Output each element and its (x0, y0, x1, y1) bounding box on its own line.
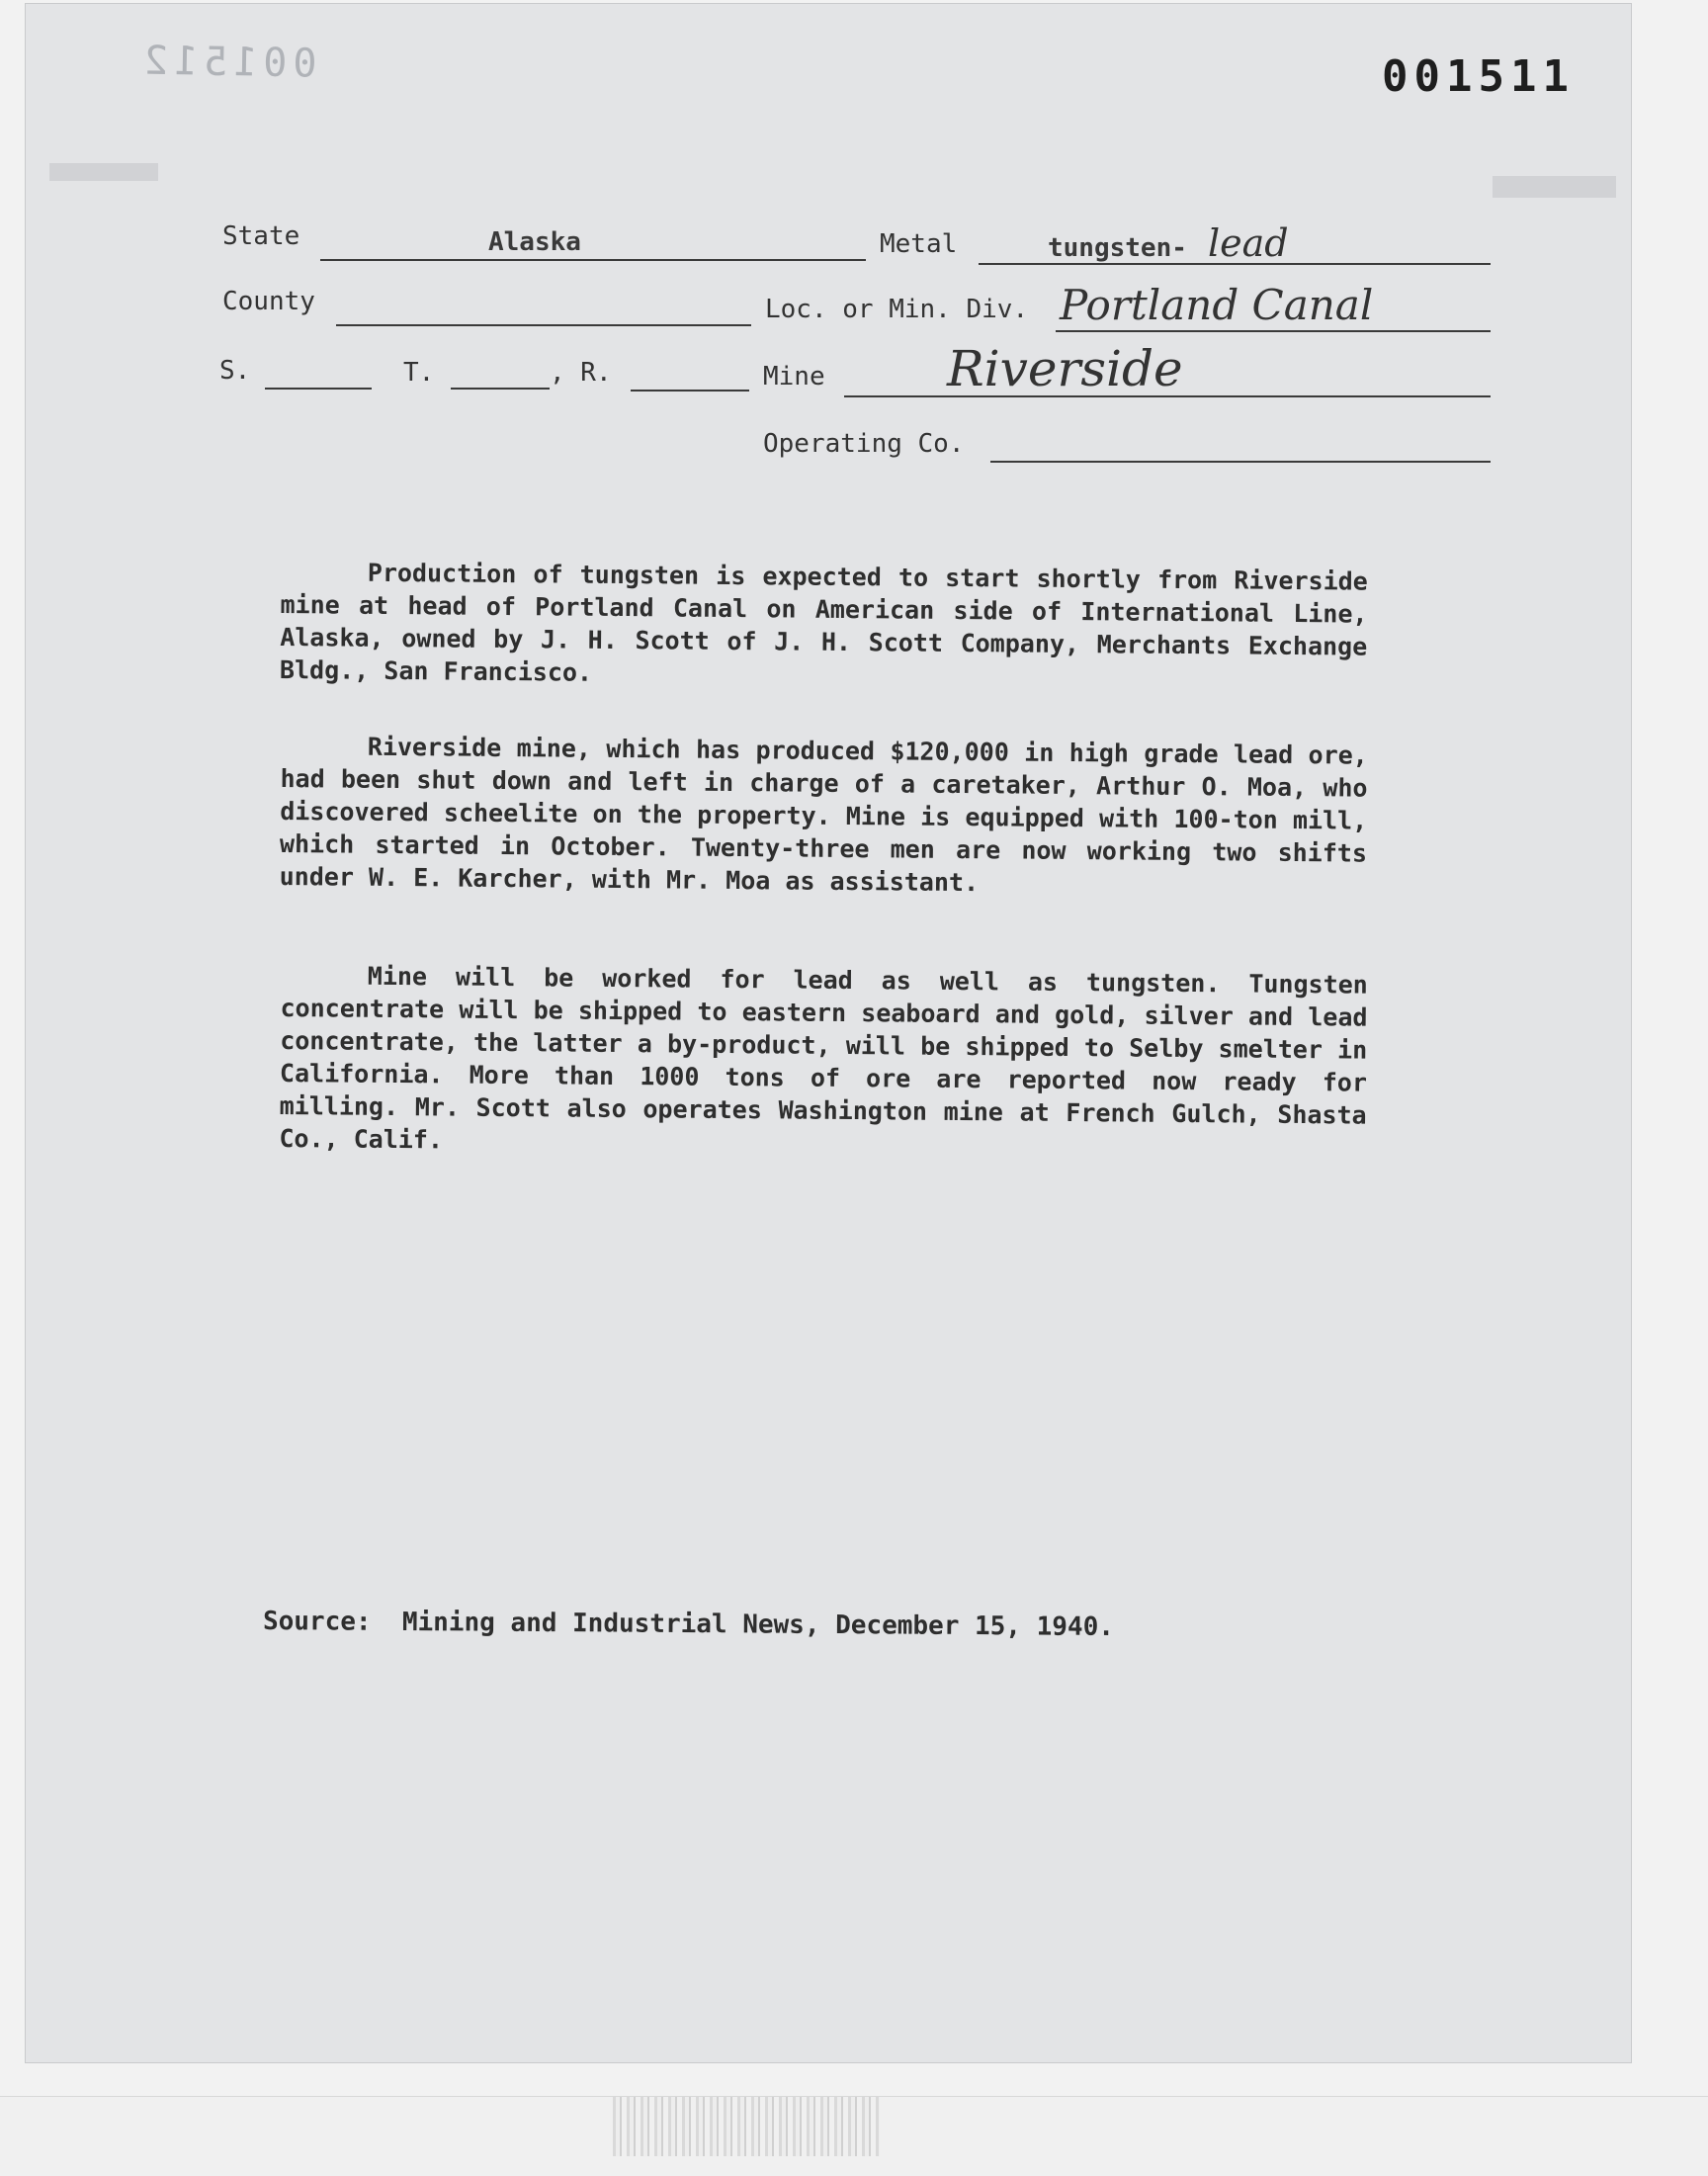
loc-line (1056, 330, 1491, 332)
state-line (320, 259, 866, 261)
scanner-bottom-strip (0, 2096, 1708, 2176)
range-line (631, 390, 749, 392)
township-label: T. (403, 358, 435, 388)
body-paragraph-3: Mine will be worked for lead as well as tungsten. Tungsten concentrate will be shipped to eastern seaboard and gold, silver and lead concentrate, the latter a by-product, will be shipped to Selby smelter in California. More than 1000 tons of ore are reported now ready for milling. Mr. Scott also operates Washington mine at French Gulch, Shasta Co., Calif. (279, 961, 1368, 1155)
county-label: County (222, 287, 315, 316)
body-paragraph-1: Production of tungsten is expected to start shortly from Riverside mine at head of Portland Canal on American side of International Line, Alaska, owned by J. H. Scott of J. H. Scott Company, Merchants Exchange Bldg., San Francisco. (279, 558, 1368, 687)
source-label: Source: (262, 1606, 372, 1637)
range-label: , R. (550, 358, 612, 388)
scan-smudge-left (49, 163, 158, 181)
mine-label: Mine (763, 362, 825, 392)
state-value: Alaska (488, 227, 581, 257)
faded-stamp-number: 001512 (137, 38, 317, 87)
loc-label: Loc. or Min. Div. (765, 295, 1029, 324)
source-text: Mining and Industrial News, December 15, 1940. (401, 1607, 1115, 1643)
section-label: S. (219, 356, 251, 386)
operating-co-label: Operating Co. (763, 429, 965, 459)
scanner-artifact (613, 2097, 880, 2156)
scan-smudge-right (1493, 176, 1616, 198)
loc-handwritten-value: Portland Canal (1060, 281, 1374, 329)
metal-handwritten-value: lead (1208, 221, 1289, 265)
document-number-stamp: 001511 (1382, 51, 1575, 102)
county-line (336, 324, 751, 326)
source-line (263, 1607, 1114, 1642)
state-label: State (222, 221, 300, 251)
body-paragraph-2: Riverside mine, which has produced $120,000 in high grade lead ore, had been shut down and left in charge of a caretaker, Arthur O. Moa, who discovered scheelite on the property. Mine is equipped with 100-ton mill, which started in October. Twenty-three men are now working two shifts under W. E. Karcher, with Mr. Moa as assistant. (279, 732, 1368, 898)
township-line (451, 388, 550, 390)
metal-typed-value: tungsten- (1048, 233, 1187, 263)
mine-handwritten-value: Riverside (947, 340, 1183, 397)
section-line (265, 388, 372, 390)
operating-co-line (990, 461, 1491, 463)
metal-label: Metal (880, 229, 958, 259)
